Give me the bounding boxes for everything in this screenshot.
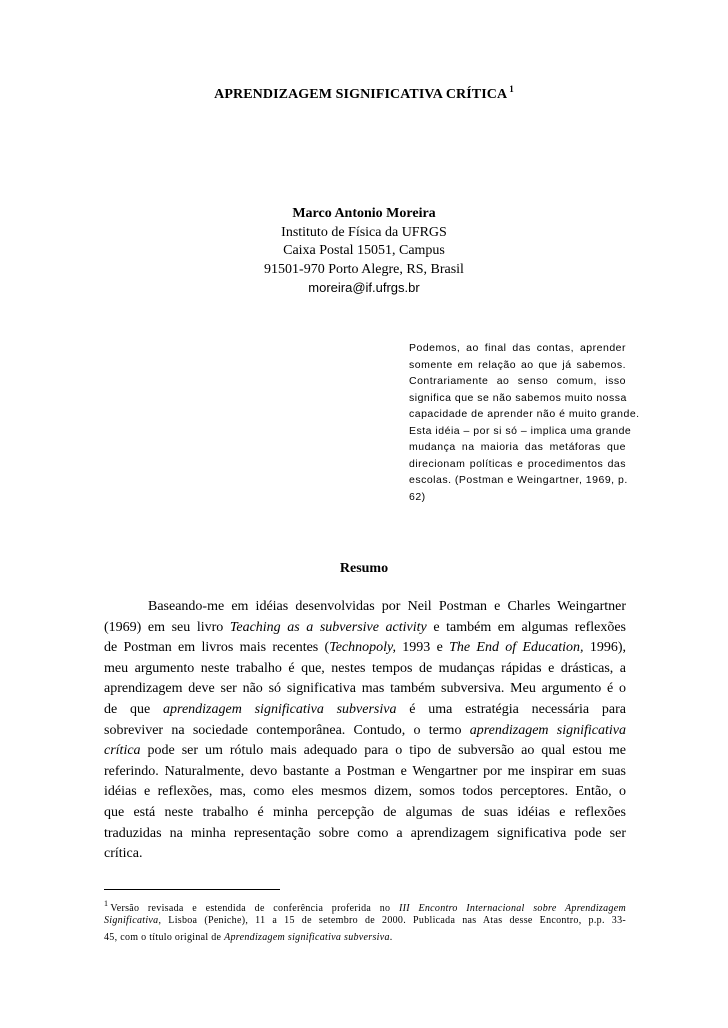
epigraph: [409, 340, 640, 505]
abstract-line: aprendizagem deve ser não só significativa mas também subversiva. Meu argumento é o: [104, 681, 626, 697]
abstract-line: crítica.: [104, 846, 143, 862]
epigraph-line: capacidade de aprender não é muito grande.: [409, 408, 640, 420]
epigraph-line: Contrariamente ao senso comum, isso: [409, 375, 626, 387]
title-footnote-marker: 1: [509, 84, 514, 94]
abstract-line: que está neste trabalho é minha percepção de algumas de suas idéias e reflexões: [104, 804, 626, 820]
footnote-line: $^1$ Versão revisada e estendida de conferência proferida no III Encontro Internacional sobre Aprendizagem: [104, 899, 626, 914]
epigraph-line: direcionam políticas e procedimentos das: [409, 457, 626, 470]
author-address-line-1: Caixa Postal 15051, Campus: [283, 243, 445, 258]
author-name: Marco Antonio Moreira: [292, 206, 436, 221]
abstract-heading: Resumo: [339, 561, 389, 576]
abstract-line: crítica pode ser um rótulo mais adequado para o tipo de subversão ao qual estou me: [104, 743, 626, 759]
author-block: [0, 205, 728, 298]
abstract-line: referindo. Naturalmente, devo bastante a Postman e Wengartner por me inspirar em suas: [104, 763, 626, 779]
footnote-line: Significativa, Lisboa (Peniche), 11 a 15 de setembro de 2000. Publicada nas Atas desse Encontro, p.p. 33-: [104, 915, 626, 926]
epigraph-line: significa que se não sabemos muito nossa: [409, 391, 627, 404]
emphasis: aprendizagem significativa subversiva: [163, 701, 397, 717]
footnote-marker: 1: [104, 899, 109, 908]
abstract-line: idéias e reflexões, mas, como eles mesmos dizem, somos todos perceptores. Então, o: [104, 784, 626, 800]
author-email: moreira@if.ufrgs.br: [308, 280, 420, 295]
book-title: Technopoly,: [329, 640, 396, 656]
abstract-line: de Postman em livros mais recentes (Technopoly, 1993 e The End of Education, 1996),: [104, 640, 626, 656]
author-address-line-2: 91501-970 Porto Alegre, RS, Brasil: [264, 261, 464, 277]
author-institution: Instituto de Física da UFRGS: [281, 224, 447, 240]
abstract-line: Baseando-me em idéias desenvolvidas por Neil Postman e Charles Weingartner: [148, 599, 626, 614]
abstract-line: sobreviver na sociedade contemporânea. Contudo, o termo aprendizagem significativa: [104, 722, 626, 738]
abstract-body: [104, 597, 626, 865]
epigraph-line: escolas. (Postman e Weingartner, 1969, p.: [409, 474, 628, 486]
paper-title-text: APRENDIZAGEM SIGNIFICATIVA CRÍTICA: [214, 87, 508, 102]
epigraph-line: Podemos, ao final das contas, aprender: [409, 342, 626, 354]
footnote: [104, 895, 626, 946]
book-title: The End of Education,: [449, 640, 584, 656]
abstract-line: (1969) em seu livro Teaching as a subversive activity e também em algumas reflexões: [104, 619, 627, 635]
epigraph-line: 62): [409, 490, 426, 503]
epigraph-line: somente em relação ao que já sabemos.: [409, 358, 626, 371]
abstract-line: traduzidas na minha representação sobre como a aprendizagem significativa pode ser: [104, 825, 626, 841]
footnote-separator: [104, 889, 280, 890]
abstract-line: meu argumento neste trabalho é que, nestes tempos de mudanças rápidas e drásticas, a: [104, 660, 626, 676]
emphasis: crítica: [104, 743, 141, 759]
paper-title: [0, 84, 728, 103]
book-title: Teaching as a subversive activity: [229, 619, 427, 635]
epigraph-line: mudança na maioria das metáforas que: [409, 441, 626, 453]
epigraph-line: Esta idéia – por si só – implica uma grande: [409, 424, 632, 437]
emphasis: aprendizagem significativa: [469, 722, 626, 738]
footnote-line: 45, com o título original de Aprendizagem significativa subversiva.: [104, 932, 393, 943]
abstract-line: de que aprendizagem significativa subversiva é uma estratégia necessária para: [104, 701, 627, 717]
